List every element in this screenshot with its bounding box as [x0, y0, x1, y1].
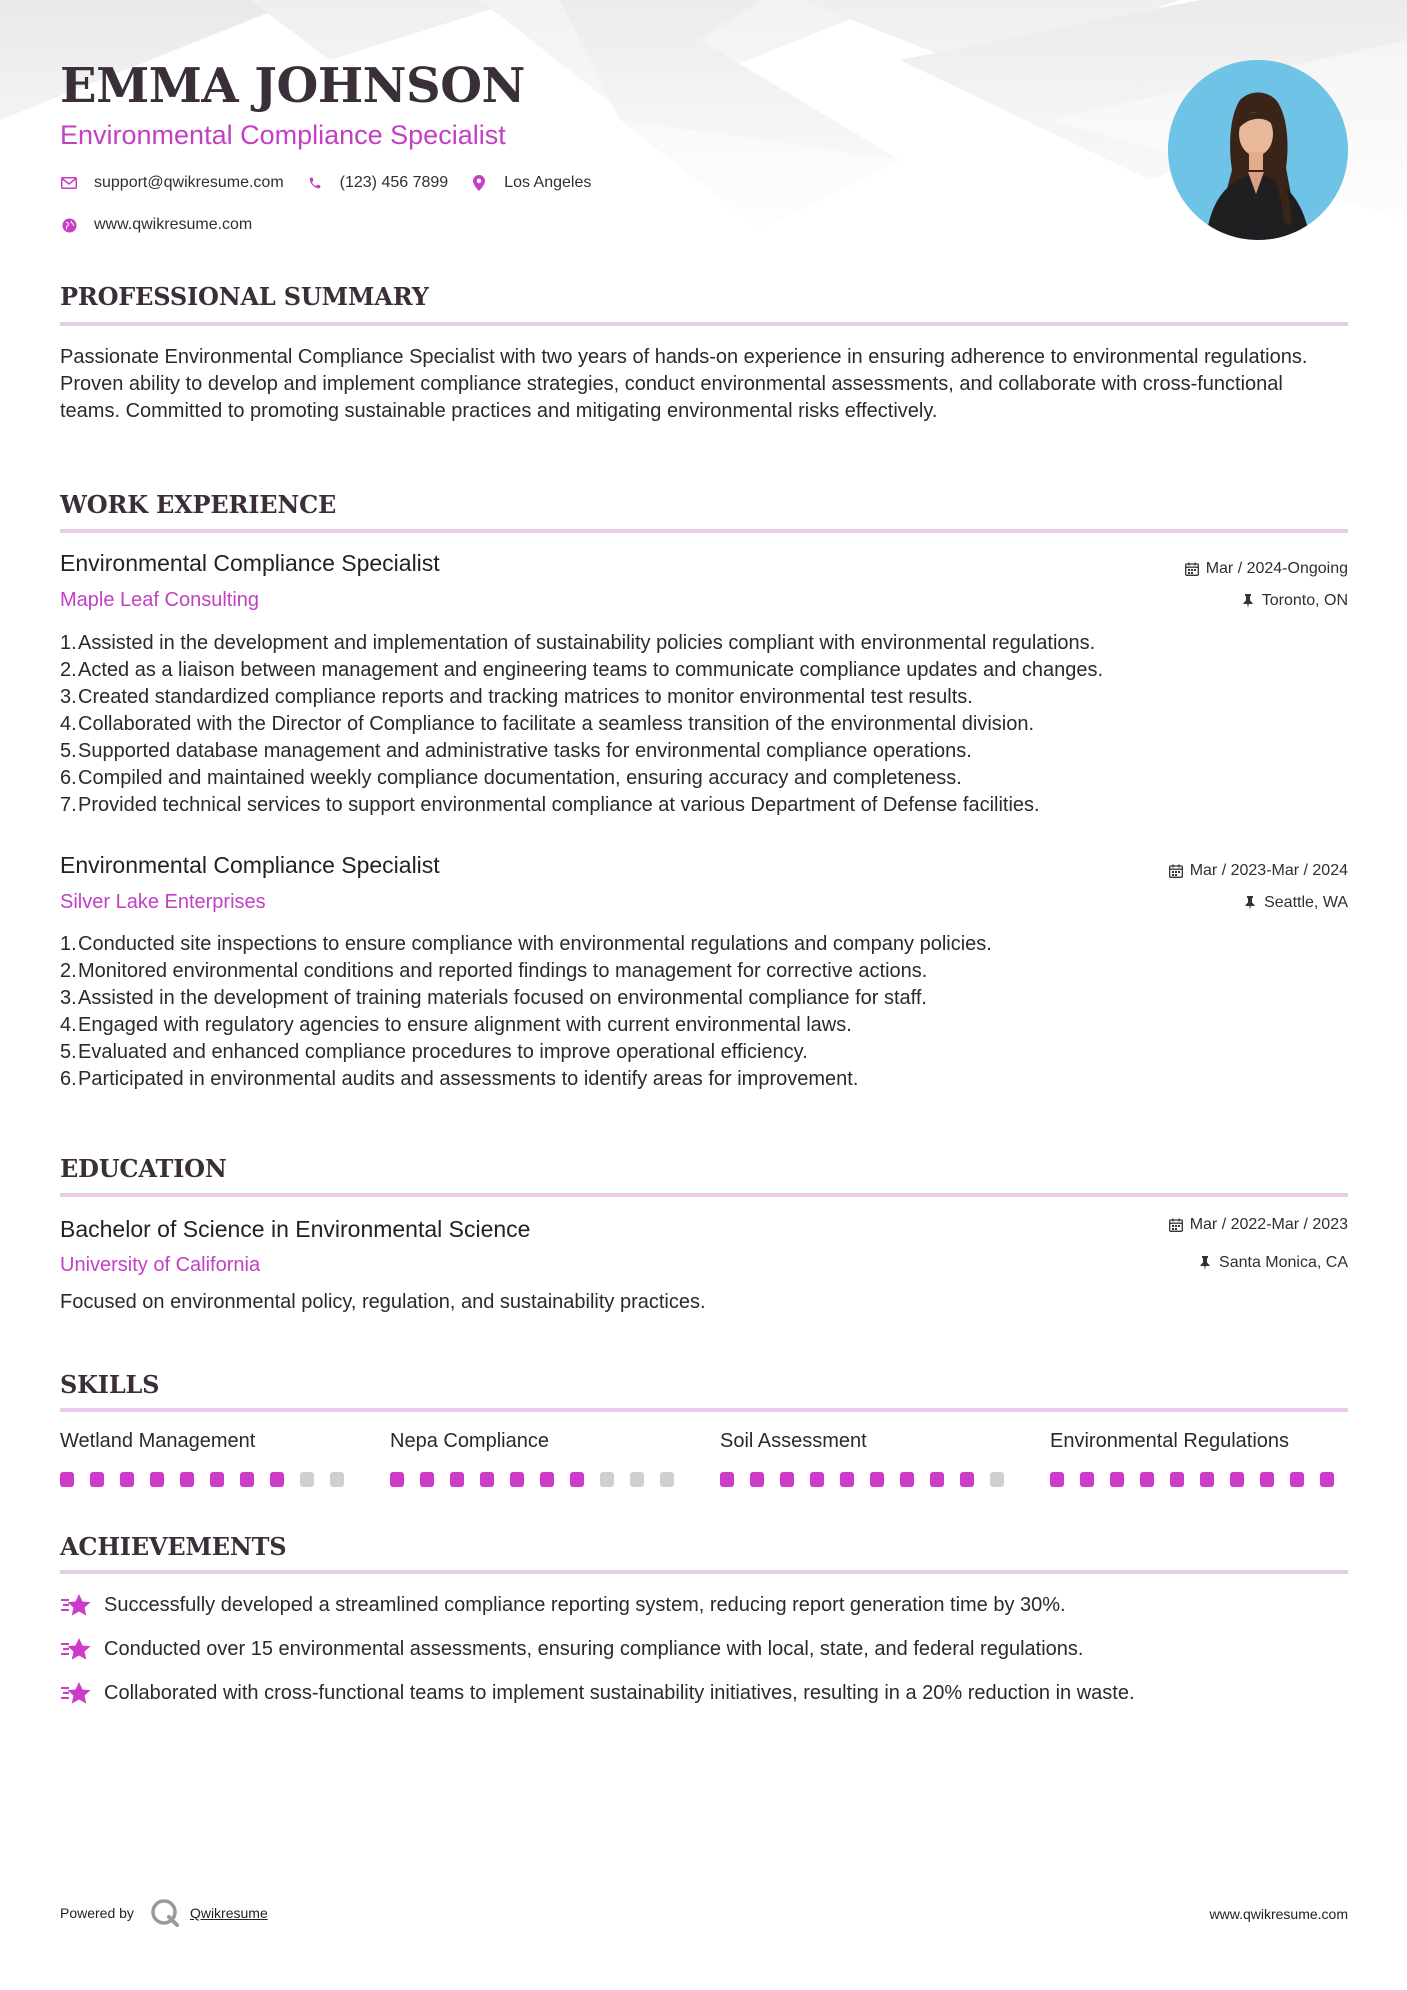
pushpin-icon	[1242, 895, 1258, 911]
calendar-icon	[1184, 561, 1200, 577]
achievement-text: Collaborated with cross-functional teams to implement sustainability initiatives, resulting in a 20% reduction in waste.	[104, 1681, 1135, 1704]
skill-dot-filled	[90, 1472, 104, 1487]
location-text: Los Angeles	[504, 174, 592, 191]
skill-dot-filled	[510, 1472, 524, 1487]
company-name: Maple Leaf Consulting	[60, 589, 260, 611]
education-date-text: Mar / 2022-Mar / 2023	[1189, 1216, 1348, 1233]
job-date-text: Mar / 2023-Mar / 2024	[1189, 862, 1348, 879]
skill-dot-filled	[120, 1472, 134, 1487]
skill-dot-filled	[720, 1472, 734, 1487]
skill-dot-empty	[600, 1472, 614, 1487]
education-location-text: Santa Monica, CA	[1219, 1254, 1348, 1271]
job-date-text: Mar / 2024-Ongoing	[1205, 560, 1348, 577]
job-date	[1184, 560, 1348, 578]
skill-dot-filled	[180, 1472, 194, 1487]
skill-dot-filled	[210, 1472, 224, 1487]
skill-dot-filled	[1260, 1472, 1274, 1487]
list-item: 3. Created standardized compliance reports and tracking matrices to monitor environmental test results.	[60, 686, 973, 708]
map-pin-icon	[470, 174, 488, 192]
skill-dot-filled	[840, 1472, 854, 1487]
job-location-text: Toronto, ON	[1261, 592, 1348, 609]
section-title-experience: WORK EXPERIENCE	[60, 490, 337, 519]
skill-name: Environmental Regulations	[1050, 1430, 1290, 1452]
job-location-text: Seattle, WA	[1264, 894, 1348, 911]
skill-dot-filled	[810, 1472, 824, 1487]
skill-dot-filled	[450, 1472, 464, 1487]
skill-dot-filled	[270, 1472, 284, 1487]
skill-dot-filled	[390, 1472, 404, 1487]
achievement-item	[60, 1636, 1348, 1662]
pushpin-icon	[1197, 1255, 1213, 1271]
portrait-image	[1168, 60, 1348, 240]
list-item: 5. Evaluated and enhanced compliance procedures to improve operational efficiency.	[60, 1041, 808, 1063]
skill-name: Soil Assessment	[720, 1430, 867, 1452]
contact-location	[470, 174, 591, 192]
footer-website[interactable]: www.qwikresume.com	[1209, 1906, 1348, 1922]
skill-level-meter	[1050, 1472, 1350, 1487]
skill-dot-filled	[240, 1472, 254, 1487]
section-divider	[60, 1408, 1348, 1412]
skill-level-meter	[390, 1472, 690, 1487]
section-title-achievements: ACHIEVEMENTS	[60, 1532, 287, 1561]
envelope-icon	[60, 174, 78, 192]
skill-item	[390, 1430, 690, 1487]
job-title: Environmental Compliance Specialist	[60, 550, 440, 576]
list-item: 2. Monitored environmental conditions and reported findings to management for corrective actions.	[60, 960, 928, 982]
skill-dot-empty	[630, 1472, 644, 1487]
skill-dot-filled	[420, 1472, 434, 1487]
section-divider	[60, 322, 1348, 326]
skill-item	[60, 1430, 360, 1487]
degree-title: Bachelor of Science in Environmental Science	[60, 1216, 531, 1242]
candidate-title: Environmental Compliance Specialist	[60, 120, 506, 150]
education-description: Focused on environmental policy, regulation, and sustainability practices.	[60, 1291, 706, 1313]
school-name: University of California	[60, 1254, 261, 1276]
list-item: 1. Conducted site inspections to ensure compliance with environmental regulations and company policies.	[60, 933, 992, 955]
list-item: 4. Engaged with regulatory agencies to ensure alignment with current environmental laws.	[60, 1014, 852, 1036]
section-divider	[60, 1570, 1348, 1574]
education-location	[1197, 1254, 1348, 1272]
skill-dot-filled	[1140, 1472, 1154, 1487]
skill-dot-filled	[1200, 1472, 1214, 1487]
contact-email[interactable]	[60, 174, 284, 192]
skill-name: Wetland Management	[60, 1430, 256, 1452]
job-bullet-list	[60, 630, 1348, 819]
phone-icon	[306, 174, 324, 192]
skill-dot-filled	[1170, 1472, 1184, 1487]
website-text: www.qwikresume.com	[94, 216, 253, 233]
qwikresume-link[interactable]: Qwikresume	[189, 1905, 268, 1921]
skill-dot-filled	[1050, 1472, 1064, 1487]
contact-row-primary	[60, 174, 613, 192]
job-title: Environmental Compliance Specialist	[60, 852, 440, 878]
skill-item	[1050, 1430, 1350, 1487]
list-item: 6. Participated in environmental audits and assessments to identify areas for improvement.	[60, 1068, 859, 1090]
star-icon	[60, 1680, 92, 1706]
contact-website[interactable]	[60, 216, 252, 234]
skill-dot-filled	[900, 1472, 914, 1487]
skill-dot-filled	[1080, 1472, 1094, 1487]
skill-dot-empty	[990, 1472, 1004, 1487]
skill-level-meter	[720, 1472, 1020, 1487]
skill-dot-filled	[150, 1472, 164, 1487]
achievement-item	[60, 1592, 1348, 1618]
calendar-icon	[1168, 863, 1184, 879]
phone-text: (123) 456 7899	[339, 174, 449, 191]
job-location	[1242, 894, 1348, 912]
list-item: 3. Assisted in the development of training materials focused on environmental compliance for staff.	[60, 987, 927, 1009]
star-icon	[60, 1636, 92, 1662]
list-item: 2. Acted as a liaison between management and engineering teams to communicate compliance updates and changes.	[60, 659, 1104, 681]
section-divider	[60, 1193, 1348, 1197]
star-icon	[60, 1592, 92, 1618]
skill-dot-filled	[1290, 1472, 1304, 1487]
section-title-summary: PROFESSIONAL SUMMARY	[60, 282, 429, 311]
footer-powered-by	[60, 1898, 268, 1928]
summary-text: Passionate Environmental Compliance Specialist with two years of hands-on experience in ensuring adherence to environmental regulations. Proven ability to develop and implement compliance strategies, conduct environmental assessments, and collaborate with cross-functional teams. Committed to promoting sustainable practices and mitigating environmental risks effectively.	[60, 346, 1308, 422]
skill-dot-filled	[570, 1472, 584, 1487]
candidate-name: EMMA JOHNSON	[60, 58, 525, 114]
list-item: 6. Compiled and maintained weekly compliance documentation, ensuring accuracy and completeness.	[60, 767, 962, 789]
job-date	[1168, 862, 1348, 880]
skill-dot-filled	[1230, 1472, 1244, 1487]
list-item: 5. Supported database management and administrative tasks for environmental compliance operations.	[60, 740, 972, 762]
section-title-education: EDUCATION	[60, 1154, 227, 1183]
skill-level-meter	[60, 1472, 360, 1487]
skill-dot-filled	[930, 1472, 944, 1487]
skill-dot-filled	[780, 1472, 794, 1487]
list-item: 4. Collaborated with the Director of Compliance to facilitate a seamless transition of the environmental division.	[60, 713, 1035, 735]
skill-dot-filled	[750, 1472, 764, 1487]
skill-name: Nepa Compliance	[390, 1430, 549, 1452]
achievement-text: Conducted over 15 environmental assessments, ensuring compliance with local, state, and federal regulations.	[104, 1637, 1084, 1660]
skill-dot-filled	[1110, 1472, 1124, 1487]
job-location	[1240, 592, 1348, 610]
skill-dot-filled	[60, 1472, 74, 1487]
job-bullet-list	[60, 931, 1348, 1093]
globe-icon	[60, 216, 78, 234]
section-divider	[60, 529, 1348, 533]
skill-dot-empty	[300, 1472, 314, 1487]
contact-phone[interactable]	[306, 174, 449, 192]
achievement-item	[60, 1680, 1348, 1706]
list-item: 7. Provided technical services to support environmental compliance at various Department of Defense facilities.	[60, 794, 1040, 816]
calendar-icon	[1168, 1217, 1184, 1233]
skill-dot-empty	[330, 1472, 344, 1487]
email-text: support@qwikresume.com	[94, 174, 284, 191]
qwikresume-logo-icon	[150, 1898, 180, 1928]
skill-dot-empty	[660, 1472, 674, 1487]
skill-dot-filled	[960, 1472, 974, 1487]
education-date	[1168, 1216, 1348, 1234]
pushpin-icon	[1240, 593, 1256, 609]
achievement-text: Successfully developed a streamlined compliance reporting system, reducing report generation time by 30%.	[104, 1593, 1066, 1616]
company-name: Silver Lake Enterprises	[60, 891, 266, 913]
skill-dot-filled	[540, 1472, 554, 1487]
profile-photo	[1168, 60, 1348, 240]
skill-dot-filled	[870, 1472, 884, 1487]
skill-dot-filled	[1320, 1472, 1334, 1487]
skill-dot-filled	[480, 1472, 494, 1487]
list-item: 1. Assisted in the development and implementation of sustainability policies compliant with environmental regulations.	[60, 632, 1096, 654]
section-title-skills: SKILLS	[60, 1370, 160, 1399]
skill-item	[720, 1430, 1020, 1487]
powered-by-label: Powered by	[60, 1905, 134, 1921]
contact-row-secondary	[60, 216, 274, 234]
